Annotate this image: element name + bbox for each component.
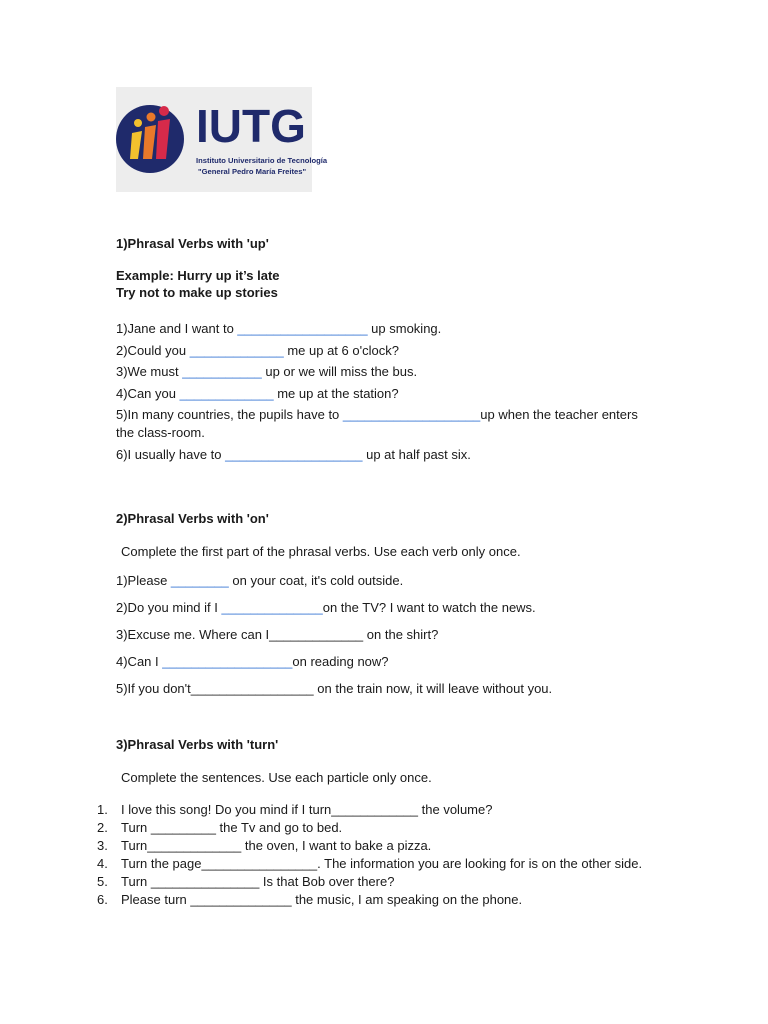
answer-blank[interactable]: ___________	[182, 364, 262, 379]
answer-blank[interactable]: __________________	[162, 654, 293, 669]
list-item: 1)Please ________ on your coat, it's cold outside.	[116, 573, 404, 588]
list-item: 1. I love this song! Do you mind if I turn____________ the volume?	[97, 802, 493, 817]
list-item: 5)If you don't_________________ on the train now, it will leave without you.	[116, 681, 553, 696]
list-item: 5. Turn _______________ Is that Bob over there?	[97, 874, 395, 889]
list-item: 2. Turn _________ the Tv and go to bed.	[97, 820, 343, 835]
logo-title: IUTG	[196, 100, 306, 152]
logo-line1: Instituto Universitario de Tecnología	[196, 156, 328, 165]
list-item: 6. Please turn ______________ the music, I am speaking on the phone.	[97, 892, 523, 907]
answer-blank[interactable]: _____________	[179, 386, 274, 401]
list-item: 2)Could you _____________ me up at 6 o'clock?	[116, 343, 399, 358]
turn-exercise-list	[97, 801, 642, 909]
list-item: 4)Can I __________________on reading now?	[116, 654, 389, 669]
list-item: 3)Excuse me. Where can I_____________ on the shirt?	[116, 627, 439, 642]
answer-blank[interactable]: _________________	[190, 681, 314, 696]
logo-graphic	[116, 87, 328, 192]
list-item: 2)Do you mind if I ______________on the TV? I want to watch the news.	[116, 600, 536, 615]
section1-example2: Try not to make up stories	[116, 285, 278, 300]
list-item: 5)In many countries, the pupils have to ___________________up when the teacher enters the class-room.	[116, 407, 638, 440]
section3-heading: 3)Phrasal Verbs with 'turn'	[116, 737, 279, 752]
answer-blank[interactable]: _____________	[189, 343, 284, 358]
list-item: 3)We must ___________ up or we will miss the bus.	[116, 364, 418, 379]
logo-line2: "General Pedro María Freites"	[198, 167, 307, 176]
section2-instruction: Complete the first part of the phrasal verbs. Use each verb only once.	[121, 544, 521, 559]
list-item: 1)Jane and I want to __________________ up smoking.	[116, 321, 442, 336]
section2-heading: 2)Phrasal Verbs with 'on'	[116, 511, 269, 526]
answer-blank[interactable]: __________________	[237, 321, 368, 336]
section3-instruction: Complete the sentences. Use each particle only once.	[121, 770, 432, 785]
list-item: 3. Turn_____________ the oven, I want to bake a pizza.	[97, 838, 432, 853]
list-item: 6)I usually have to ___________________ up at half past six.	[116, 447, 471, 462]
answer-blank[interactable]: ___________________	[225, 447, 363, 462]
answer-blank[interactable]: ___________________	[342, 407, 481, 422]
section1-example1: Example: Hurry up it’s late	[116, 268, 280, 283]
section1-heading: 1)Phrasal Verbs with 'up'	[116, 236, 269, 251]
institution-logo	[116, 87, 328, 192]
answer-blank[interactable]: ______________	[221, 600, 323, 615]
answer-blank[interactable]: _____________	[269, 627, 364, 642]
answer-blank[interactable]: ________	[170, 573, 229, 588]
list-item: 4. Turn the page________________. The information you are looking for is on the other side.	[97, 856, 643, 871]
list-item: 4)Can you _____________ me up at the station?	[116, 386, 399, 401]
